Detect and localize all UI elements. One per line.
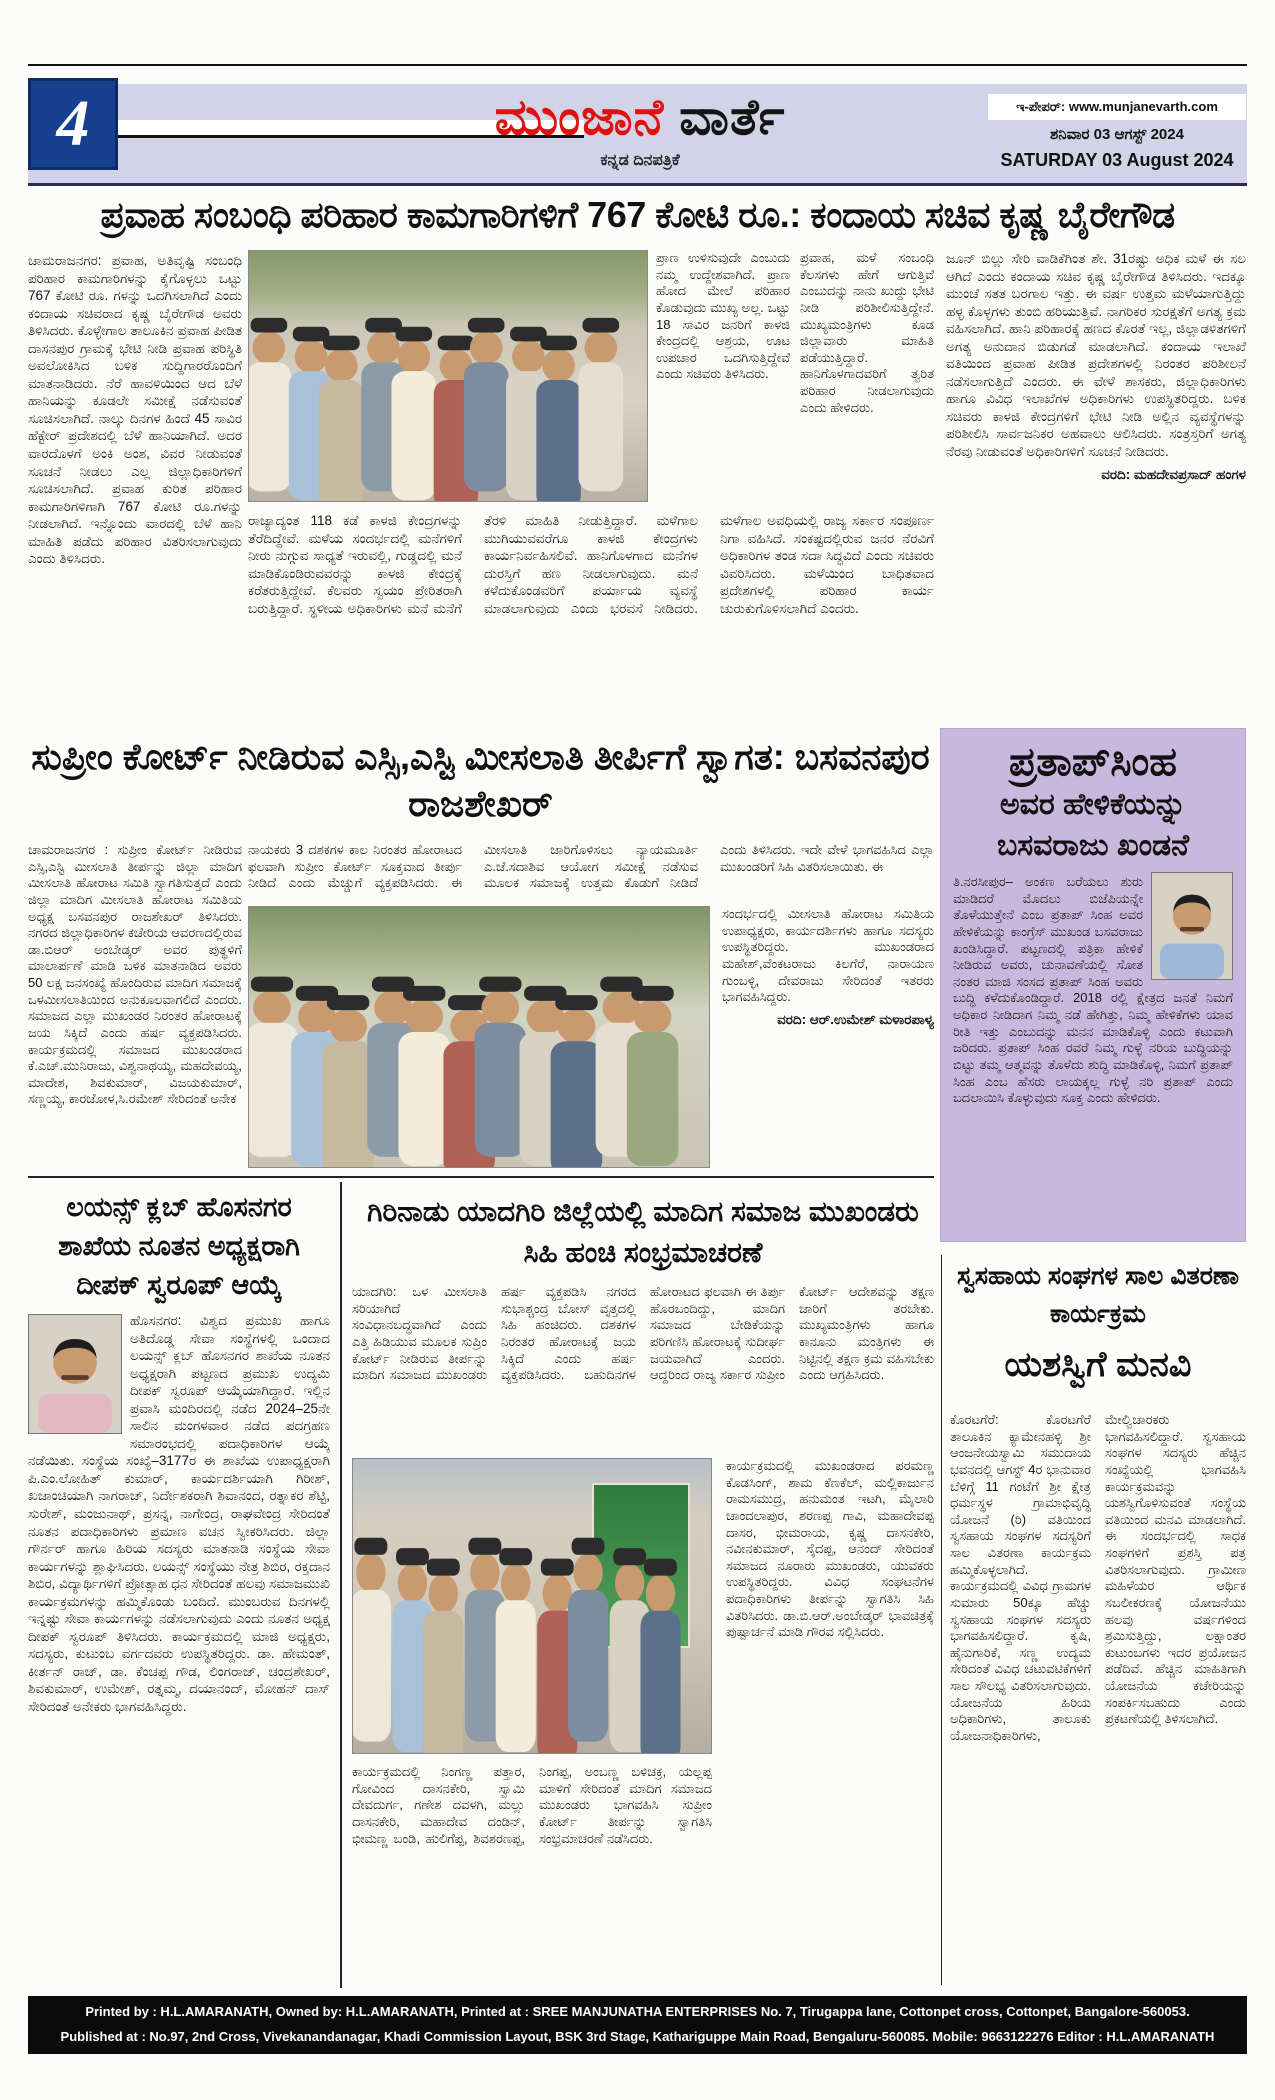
footer-line-1: Printed by : H.L.AMARANATH, Owned by: H.L.AMARANATH, Printed at : SREE MANJUNATHA ENTERPRISES No. 7, Tirugappa lane, Cottonpet cross, Cottonpet, Bangalore-560053. <box>85 2004 1190 2020</box>
top-rule <box>28 64 1247 66</box>
article1-column-1: ಚಾಮರಾಜನಗರ: ಪ್ರವಾಹ, ಅತಿವೃಷ್ಟಿ ಸಂಬಂಧಿ ಪರಿಹಾರ ಕಾಮಗಾರಿಗಳನ್ನು ಕೈಗೊಳ್ಳಲು ಒಟ್ಟು 767 ಕೋಟಿ ರೂ. ಗಳನ್ನು ಒದಗಿಸಲಾಗಿದೆ ಎಂದು ಕಂದಾಯ ಸಚಿವರಾದ ಕೃಷ್ಣ ಬೈರೇಗೌಡ ಅವರು ತಿಳಿಸಿದರು. ಕೊಳ್ಳೇಗಾಲ ತಾಲೂಕಿನ ಪ್ರವಾಹ ಪೀಡಿತ ದಾಸನಪುರ ಗ್ರಾಮಕ್ಕೆ ಭೇಟಿ ನೀಡಿ ಪ್ರವಾಹ ಪರಿಸ್ಥಿತಿ ಅವಲೋಕಿಸಿದ ಬಳಿಕ ಸುದ್ದಿಗಾರರೊಂದಿಗೆ ಮಾತನಾಡಿದರು. ನೆರೆ ಹಾವಳಿಯಿಂದ ಆದ ಬೆಳೆ ಹಾನಿಯನ್ನು ಕೂಡಲೇ ಸಮೀಕ್ಷೆ ನಡೆಸುವಂತೆ ಸೂಚಿಸಲಾಗಿದೆ. ನಾಲ್ಕು ದಿನಗಳ ಹಿಂದೆ 45 ಸಾವಿರ ಹೆಕ್ಟೇರ್ ಪ್ರದೇಶದಲ್ಲಿ ಬೆಳೆ ಹಾನಿಯಾಗಿದೆ. ಅದರ ವಾರದೊಳಗೆ ಅಂಕಿ ಅಂಶ, ವಿವರ ನೀಡುವಂತೆ ಸೂಚನೆ ನೀಡಲು ಎಲ್ಲ ಜಿಲ್ಲಾಧಿಕಾರಿಗಳಿಗೆ ಸೂಚಿಸಲಾಗಿದೆ. ಪ್ರವಾಹ ಕುರಿತ ಪರಿಹಾರ ಕಾಮಗಾರಿಗಳಿಗಾಗಿ 767 ಕೋಟಿ ರೂ.ಗಳನ್ನು ನೀಡಲಾಗಿದೆ. ಇನ್ನೊಂದು ವಾರದಲ್ಲಿ ಬೆಳೆ ಹಾನಿ ಮಾಹಿತಿ ಪಡೆದು ಪರಿಹಾರ ವಿತರಿಸಲಾಗುವುದು ಎಂದು ತಿಳಿಸಿದರು. <box>28 253 242 567</box>
article4-body: ಹೊಸನಗರ: ವಿಶ್ವದ ಪ್ರಮುಖ ಹಾಗೂ ಅತಿದೊಡ್ಡ ಸೇವಾ ಸಂಸ್ಥೆಗಳಲ್ಲಿ ಒಂದಾದ ಲಯನ್ಸ್ ಕ್ಲಬ್ ಹೊಸನಗರ ಶಾಖೆಯ ನೂತನ ಅಧ್ಯಕ್ಷರಾಗಿ ಪಟ್ಟಣದ ಪ್ರಮುಖ ಉದ್ಯಮಿ ದೀಪಕ್ ಸ್ವರೂಪ್ ಆಯ್ಕೆಯಾಗಿದ್ದಾರೆ. ಇಲ್ಲಿನ ಪ್ರವಾಸಿ ಮಂದಿರದಲ್ಲಿ ನಡೆದ 2024–25ನೇ ಸಾಲಿನ ಮಂಗಳವಾರ ನಡೆದ ಪದಗ್ರಹಣ ಸಮಾರಂಭದಲ್ಲಿ ಪದಾಧಿಕಾರಿಗಳ ಆಯ್ಕೆ ನಡೆಯಿತು. ಸಂಸ್ಥೆಯ ಸಂಖ್ಯೆ–3177ರ ಈ ಶಾಖೆಯ ಉಪಾಧ್ಯಕ್ಷರಾಗಿ ಪಿ.ಎಂ.ಲೋಹಿತ್ ಕುಮಾರ್, ಕಾರ್ಯದರ್ಶಿಯಾಗಿ ಗಿರೀಶ್, ಖಜಾಂಚಿಯಾಗಿ ನಾಗರಾಜ್, ನಿರ್ದೇಶಕರಾಗಿ ಶಿವಾನಂದ, ರತ್ನಾಕರ ಶೆಟ್ಟಿ, ಸುರೇಶ್, ಮಂಜುನಾಥ್, ಪ್ರಸನ್ನ, ನಾಗೇಂದ್ರ, ರಾಘವೇಂದ್ರ ಸೇರಿದಂತೆ ನೂತನ ಪದಾಧಿಕಾರಿಗಳು ಪ್ರಮಾಣ ವಚನ ಸ್ವೀಕರಿಸಿದರು. ಜಿಲ್ಲಾ ಗೌರ್ನರ್ ಹಾಗೂ ಹಿರಿಯ ಸದಸ್ಯರು ಮಾತನಾಡಿ ಸಂಸ್ಥೆಯ ಸೇವಾ ಕಾರ್ಯಗಳನ್ನು ಶ್ಲಾಘಿಸಿದರು. ಲಯನ್ಸ್ ಸಂಸ್ಥೆಯು ನೇತ್ರ ಶಿಬಿರ, ರಕ್ತದಾನ ಶಿಬಿರ, ವಿದ್ಯಾರ್ಥಿಗಳಿಗೆ ಪ್ರೋತ್ಸಾಹ ಧನ ಸೇರಿದಂತೆ ಹಲವು ಸಮಾಜಮುಖಿ ಕಾರ್ಯಕ್ರಮಗಳನ್ನು ಹಮ್ಮಿಕೊಂಡು ಬಂದಿದೆ. ಮುಂಬರುವ ದಿನಗಳಲ್ಲಿ ಇನ್ನಷ್ಟು ಸೇವಾ ಕಾರ್ಯಗಳನ್ನು ನಡೆಸಲಾಗುವುದು ಎಂದು ನೂತನ ಅಧ್ಯಕ್ಷ ದೀಪಕ್ ಸ್ವರೂಪ್ ತಿಳಿಸಿದರು. ಕಾರ್ಯಕ್ರಮದಲ್ಲಿ ಮಾಜಿ ಅಧ್ಯಕ್ಷರು, ಸದಸ್ಯರು, ಕುಟುಂಬ ವರ್ಗದವರು ಉಪಸ್ಥಿತರಿದ್ದರು. ಡಾ. ಹೇಮಂತ್, ಕೀರ್ತನ್ ರಾಜ್, ಡಾ. ಕೆಂಚಪ್ಪ ಗೌಡ, ಲಿಂಗರಾಜ್, ಚಂದ್ರಶೇಖರ್, ಶಿವಕುಮಾರ್, ಉಮೇಶ್, ರತ್ನಮ್ಮ, ದಯಾನಂದ್, ಮೋಹನ್ ದಾಸ್ ಸೇರಿದಂತೆ ಅನೇಕರು ಭಾಗವಹಿಸಿದ್ದರು. <box>28 1313 330 1715</box>
article2-column-right <box>722 906 934 1168</box>
article3-box <box>940 728 1246 1242</box>
footer-imprint <box>28 1996 1247 2054</box>
page-number: 4 <box>56 87 90 160</box>
article3-headline-line3: ಬಸವರಾಜು ಖಂಡನೆ <box>996 828 1190 862</box>
masthead-black: ವಾರ್ತೆ <box>679 89 786 145</box>
masthead-subtitle: ಕನ್ನಡ ದಿನಪತ್ರಿಕೆ <box>600 152 680 169</box>
article5-photo <box>352 1458 712 1754</box>
article3-headline-line1: ಪ್ರತಾಪ್‌ಸಿಂಹ <box>1009 740 1177 784</box>
article1-column-right <box>946 250 1246 726</box>
date-english: SATURDAY 03 August 2024 <box>1000 150 1234 170</box>
article5-column-right: ಕಾರ್ಯಕ್ರಮದಲ್ಲಿ ಮುಖಂಡರಾದ ಪರಮಣ್ಣ ಕೊಡಸಿಂಗ್, ಶಾಮ ಕೆಣಕೆಲ್, ಮಲ್ಲಿಕಾರ್ಜುನ ರಾಮಸಮುದ್ರ, ಹನುಮಂತ ಇಟಗಿ, ಮೈಲಾರಿ ಚಾಂದಲಾಪುರ, ಶರಣಪ್ಪ ಗಾವಿ, ಮಹಾದೇವಪ್ಪ ದಾಸರ, ಭೀಮರಾಯ, ಕೃಷ್ಣ ದಾಸನಕೇರಿ, ನವೀನಕುಮಾರ್, ಸೈದಪ್ಪ, ಆನಂದ್ ಸೇರಿದಂತೆ ಸಮಾಜದ ನೂರಾರು ಮುಖಂಡರು, ಯುವಕರು ಉಪಸ್ಥಿತರಿದ್ದರು. ವಿವಿಧ ಸಂಘಟನೆಗಳ ಪದಾಧಿಕಾರಿಗಳು ತೀರ್ಪನ್ನು ಸ್ವಾಗತಿಸಿ ಸಿಹಿ ವಿತರಿಸಿದರು. ಡಾ.ಬಿ.ಆರ್.ಅಂಬೇಡ್ಕರ್ ಭಾವಚಿತ್ರಕ್ಕೆ ಪುಷ್ಪಾರ್ಚನೆ ಮಾಡಿ ಗೌರವ ಸಲ್ಲಿಸಿದರು. <box>726 1458 934 1640</box>
article5-body-top: ಯಾದಗಿರಿ: ಒಳ ಮೀಸಲಾತಿ ಸರಿಯಾಗಿದೆ ಸಂವಿಧಾನಬದ್ಧವಾಗಿದೆ ಎಂದು ಎತ್ತಿ ಹಿಡಿಯುವ ಮೂಲಕ ಸುಪ್ರಿಂ ಕೋರ್ಟ್ ನೀಡಿರುವ ತೀರ್ಪನ್ನು ಮಾದಿಗ ಸಮಾಜದ ಮುಖಂಡರು ಹರ್ಷ ವ್ಯಕ್ತಪಡಿಸಿ ನಗರದ ಸುಭಾಶ್ಚಂದ್ರ ಬೋಸ್ ವೃತ್ತದಲ್ಲಿ ಸಿಹಿ ಹಂಚಿದರು. ದಶಕಗಳ ನಿರಂತರ ಹೋರಾಟಕ್ಕೆ ಜಯ ಸಿಕ್ಕಿದೆ ಎಂದು ಹರ್ಷ ವ್ಯಕ್ತಪಡಿಸಿದರು. ಬಹುದಿನಗಳ ಹೋರಾಟದ ಫಲವಾಗಿ ಈ ತಿರ್ಪು ಹೊರಬಂದಿದ್ದು, ಮಾದಿಗ ಸಮಾಜದ ಬೇಡಿಕೆಯನ್ನು ಪರಿಗಣಿಸಿ ಹೋರಾಟಕ್ಕೆ ಸುದೀರ್ಘ ಜಯವಾಗಿದೆ ಎಂದರು. ಆದ್ದರಿಂದ ರಾಜ್ಯ ಸರ್ಕಾರ ಸುಪ್ರೀಂ ಕೋರ್ಟ್ ಆದೇಶವನ್ನು ತಕ್ಷಣ ಜಾರಿಗೆ ತರಬೇಕು. ಮುಖ್ಯಮಂತ್ರಿಗಳು ಹಾಗೂ ಕಾನೂನು ಮಂತ್ರಿಗಳು ಈ ನಿಟ್ಟಿನಲ್ಲಿ ತಕ್ಷಣ ಕ್ರಮ ವಹಿಸಬೇಕು ಎಂದು ಆಗ್ರಹಿಸಿದರು. <box>352 1284 934 1383</box>
article2-credit: ವರದಿ: ಆರ್.ಉಮೇಶ್ ಮಳಾರಪಾಳ್ಯ <box>777 1011 934 1027</box>
footer-line-2: Published at : No.97, 2nd Cross, Vivekanandanagar, Khadi Commission Layout, BSK 3rd Stage, Kathariguppe Main Road, Bengaluru-560085. Mobile: 9663122276 Editor : H.L.AMARANATH <box>60 2029 1215 2044</box>
article6-headline-main: ಯಶಸ್ವಿಗೆ ಮನವಿ <box>1004 1345 1192 1384</box>
masthead-red: ಮುಂಜಾನೆ <box>494 89 665 145</box>
date-kannada: ಶನಿವಾರ 03 ಆಗಸ್ಟ್ 2024 <box>1050 126 1184 143</box>
article4-portrait-photo <box>28 1314 122 1434</box>
article1-photo <box>248 250 648 502</box>
page-number-box <box>28 78 118 170</box>
article2-intro: ನಾಯಕರು 3 ದಶಕಗಳ ಕಾಲ ನಿರಂತರ ಹೋರಾಟದ ಫಲವಾಗಿ ಸುಪ್ರೀಂ ಕೋರ್ಟ್ ಸೂಕ್ತವಾದ ತೀರ್ಪು ನೀಡಿದೆ ಎಂದು ಮೆಚ್ಚುಗೆ ವ್ಯಕ್ತಪಡಿಸಿದರು. ಈ ಮೀಸಲಾತಿ ಜಾರಿಗೊಳಿಸಲು ನ್ಯಾಯಮೂರ್ತಿ ಎ.ಜೆ.ಸದಾಶಿವ ಆಯೋಗ ಸಮೀಕ್ಷೆ ನಡೆಸುವ ಮೂಲಕ ಸಮಾಜಕ್ಕೆ ಉತ್ತಮ ಕೊಡುಗೆ ನೀಡಿದೆ ಎಂದು ತಿಳಿಸಿದರು. ಇದೇ ವೇಳೆ ಭಾಗವಹಿಸಿದ ಎಲ್ಲಾ ಮುಖಂಡರಿಗೆ ಸಿಹಿ ವಿತರಿಸಲಾಯಿತು. ಈ <box>248 842 934 891</box>
article1-column-mid-b: ಪ್ರವಾಹ, ಮಳೆ ಸಂಬಂಧಿ ಕೆಲಸಗಳು ಹೇಗೆ ಆಗುತ್ತಿವೆ ಎಂಬುದನ್ನು ನಾನು ಖುದ್ದು ಭೇಟಿ ನೀಡಿ ಪರಿಶೀಲಿಸುತ್ತಿದ್ದೇನೆ. ಮುಖ್ಯಮಂತ್ರಿಗಳು ಕೂಡ ಜಿಲ್ಲಾವಾರು ಮಾಹಿತಿ ಪಡೆಯುತ್ತಿದ್ದಾರೆ. ಹಾನಿಗೊಳಗಾದವರಿಗೆ ತ್ವರಿತ ಪರಿಹಾರ ನೀಡಲಾಗುವುದು ಎಂದು ಹೇಳಿದರು. <box>800 250 934 415</box>
article2-column-1: ಚಾಮರಾಜನಗರ : ಸುಪ್ರೀಂ ಕೋರ್ಟ್ ನೀಡಿರುವ ಎಸ್ಸಿ,ಎಸ್ಟಿ ಮೀಸಲಾತಿ ತೀರ್ಪನ್ನು ಜಿಲ್ಲಾ ಮಾದಿಗ ಮೀಸಲಾತಿ ಹೋರಾಟ ಸಮಿತಿ ಸ್ವಾಗತಿಸುತ್ತದೆ ಎಂದು ಜಿಲ್ಲಾ ಮಾದಿಗ ಮೀಸಲಾತಿ ಹೋರಾಟ ಸಮಿತಿಯ ಅಧ್ಯಕ್ಷ ಬಸವನಪುರ ರಾಜಶೇಖರ್ ತಿಳಿಸಿದರು. ನಗರದ ಜಿಲ್ಲಾಧಿಕಾರಿಗಳ ಕಚೇರಿಯ ಆವರಣದಲ್ಲಿರುವ ಡಾ.ಬಿಆರ್ ಅಂಬೇಡ್ಕರ್ ಅವರ ಪುತ್ಥಳಿಗೆ ಮಾಲಾರ್ಪಣೆ ಮಾಡಿ ಬಳಿಕ ಮಾತನಾಡಿದ ಅವರು 50 ಲಕ್ಷ ಜನಸಂಖ್ಯೆ ಹೊಂದಿರುವ ಮಾದಿಗ ಸಮಾಜಕ್ಕೆ ಒಳಮೀಸಲಾತಿಯಿಂದ ಅನುಕೂಲವಾಗಲಿದೆ ಎಂದರು. ಸಮಾಜದ ಎಲ್ಲಾ ಮುಖಂಡರ ನಿರಂತರ ಹೋರಾಟಕ್ಕೆ ಜಯ ಸಿಕ್ಕಿದೆ ಎಂದು ಹರ್ಷ ವ್ಯಕ್ತಪಡಿಸಿದರು. ಕಾರ್ಯಕ್ರಮದಲ್ಲಿ ಸಮಾಜದ ಮುಖಂಡರಾದ ಕೆ.ಎಚ್.ಮುನಿರಾಜು, ವಿಶ್ವನಾಥಯ್ಯ, ಮಹದೇವಯ್ಯ, ಮಾದೇಶ, ಶಿವಕುಮಾರ್, ವಿಜಯಕುಮಾರ್, ಸಣ್ಣಯ್ಯ, ಕಾರಜೋಳ,ಸಿ.ರಮೇಶ್ ಸೇರಿದಂತೆ ಅನೇಕ <box>28 842 242 1107</box>
article4-body-wrap <box>28 1312 330 1984</box>
article2-column-right-text: ಸಂದರ್ಭದಲ್ಲಿ ಮೀಸಲಾತಿ ಹೋರಾಟ ಸಮಿತಿಯ ಉಪಾಧ್ಯಕ್ಷರು, ಕಾರ್ಯದರ್ಶಿಗಳು ಹಾಗೂ ಸದಸ್ಯರು ಉಪಸ್ಥಿತರಿದ್ದರು. ಮುಖಂಡರಾದ ಮಹೇಶ್,ವೆಂಕಟರಾಜು ಕಿಲಗೆರೆ, ನಾರಾಯಣ ಗುಂಬಳ್ಳಿ, ದೇವರಾಜು ಸೇರಿದಂತೆ ಇತರರು ಭಾಗವಹಿಸಿದ್ದರು. <box>722 906 934 1005</box>
article2-headline: ಸುಪ್ರೀಂ ಕೋರ್ಟ್ ನೀಡಿರುವ ಎಸ್ಸಿ,ಎಸ್ಟಿ ಮೀಸಲಾತಿ ತೀರ್ಪಿಗೆ ಸ್ವಾಗತ: ಬಸವನಪುರ ರಾಜಶೇಖರ್ <box>31 736 930 824</box>
article3-portrait-photo <box>1151 872 1233 980</box>
article6-headline-top: ಸ್ವಸಹಾಯ ಸಂಘಗಳ ಸಾಲ ವಿತರಣಾ ಕಾರ್ಯಕ್ರಮ <box>957 1262 1239 1328</box>
article1-headline: ಪ್ರವಾಹ ಸಂಬಂಧಿ ಪರಿಹಾರ ಕಾಮಗಾರಿಗಳಿಗೆ 767 ಕೋಟಿ ರೂ.: ಕಂದಾಯ ಸಚಿವ ಕೃಷ್ಣ ಬೈರೇಗೌಡ <box>100 194 1175 235</box>
section-divider-horizontal <box>28 1176 934 1178</box>
article5-below-photo: ಕಾರ್ಯಕ್ರಮದಲ್ಲಿ ನಿಂಗಣ್ಣ ಪತ್ತಾರ, ಗೋವಿಂದ ದಾಸನಕೇರಿ, ಸ್ವಾಮಿ ದೇವದುರ್ಗ, ಗಣೇಶ ದವಳಗಿ, ಮಲ್ಲು ದಾಸನಕೇರಿ, ಮಹಾದೇವ ದಂಡಿನ್, ಭೀಮಣ್ಣ ಬಂಡಿ, ಹುಲಿಗೆಪ್ಪ, ಶಿವಶರಣಪ್ಪ, ನಿಂಗಪ್ಪ, ಅಂಬಣ್ಣ ಬಳಿಚಕ್ರ, ಯಲ್ಲಪ್ಪ ಮಾಳಿಗೆ ಸೇರಿದಂತೆ ಮಾದಿಗ ಸಮಾಜದ ಮುಖಂಡರು ಭಾಗವಹಿಸಿ ಸುಪ್ರೀಂ ಕೋರ್ಟ್ ತೀರ್ಪನ್ನು ಸ್ವಾಗತಿಸಿ ಸಂಭ್ರಮಾಚರಣೆ ನಡೆಸಿದರು. <box>352 1764 712 1846</box>
article4-headline: ಲಯನ್ಸ್ ಕ್ಲಬ್ ಹೊಸನಗರ ಶಾಖೆಯ ನೂತನ ಅಧ್ಯಕ್ಷರಾಗಿ ದೀಪಕ್ ಸ್ವರೂಪ್ ಆಯ್ಕೆ <box>58 1192 300 1301</box>
epaper-url: ಇ-ಪೇಪರ್: www.munjanevarth.com <box>988 94 1246 120</box>
article1-credit: ವರದಿ: ಮಹದೇವಪ್ರಸಾದ್ ಹಂಗಳ <box>1101 466 1246 482</box>
article1-column-right-text: ಜೂನ್ ಬಿಲ್ಲು ಸೇರಿ ವಾಡಿಕೆಗಿಂತ ಶೇ. 31ರಷ್ಟು ಅಧಿಕ ಮಳೆ ಈ ಸಲ ಆಗಿದೆ ಎಂದು ಕಂದಾಯ ಸಚಿವ ಕೃಷ್ಣ ಬೈರೇಗೌಡ ತಿಳಿಸಿದರು. ಇದಕ್ಕೂ ಮುಂಚೆ ಸತತ ಬರಗಾಲ ಇತ್ತು. ಈ ವರ್ಷ ಉತ್ತಮ ಮಳೆಯಾಗುತ್ತಿದ್ದು ಹಳ್ಳ ಕೊಳ್ಳಗಳು ತುಂಬಿ ಹರಿಯುತ್ತಿವೆ. ನಾಗರಿಕರ ಸುರಕ್ಷತೆಗೆ ಅಗತ್ಯ ಕ್ರಮ ವಹಿಸಲಾಗಿದೆ. ಹಾನಿ ಪರಿಹಾರಕ್ಕೆ ಹಣದ ಕೊರತೆ ಇಲ್ಲ, ಜಿಲ್ಲಾಡಳಿತಗಳಿಗೆ ಅಗತ್ಯ ಅನುದಾನ ಬಿಡುಗಡೆ ಮಾಡಲಾಗಿದೆ. ಕಂದಾಯ ಇಲಾಖೆ ವತಿಯಿಂದ ಪ್ರವಾಹ ಪೀಡಿತ ಪ್ರದೇಶಗಳಲ್ಲಿ ನಿರಂತರ ಪರಿಶೀಲನೆ ನಡೆಸಲಾಗುತ್ತಿದೆ ಎಂದರು. ಈ ವೇಳೆ ಶಾಸಕರು, ಜಿಲ್ಲಾಧಿಕಾರಿಗಳು ಹಾಗೂ ವಿವಿಧ ಇಲಾಖೆಗಳ ಅಧಿಕಾರಿಗಳು ಉಪಸ್ಥಿತರಿದ್ದರು. ಬಳಿಕ ಸಚಿವರು ಕಾಳಜಿ ಕೇಂದ್ರಗಳಿಗೆ ಭೇಟಿ ನೀಡಿ ಅಲ್ಲಿನ ವ್ಯವಸ್ಥೆಗಳನ್ನು ಪರಿಶೀಲಿಸಿ ಸಾರ್ವಜನಿಕರ ಅಹವಾಲು ಆಲಿಸಿದರು. ಸಂತ್ರಸ್ತರಿಗೆ ಅಗತ್ಯ ನೆರವು ನೀಡುವಂತೆ ಅಧಿಕಾರಿಗಳಿಗೆ ಸೂಚನೆ ನೀಡಿದರು. <box>946 251 1246 460</box>
article6-body: ಕೊರಟಗೆರೆ: ಕೊರಟಗೆರೆ ತಾಲೂಕಿನ ಕ್ಯಾಮೇನಹಳ್ಳಿ ಶ್ರೀ ಆಂಜನೇಯಸ್ವಾಮಿ ಸಮುದಾಯ ಭವನದಲ್ಲಿ ಆಗಸ್ಟ್ 4ರ ಭಾನುವಾರ ಬೆಳಿಗ್ಗೆ 11 ಗಂಟೆಗೆ ಶ್ರೀ ಕ್ಷೇತ್ರ ಧರ್ಮಸ್ಥಳ ಗ್ರಾಮಾಭಿವೃದ್ಧಿ ಯೋಜನೆ (ರಿ) ವತಿಯಿಂದ ಸ್ವಸಹಾಯ ಸಂಘಗಳ ಸದಸ್ಯರಿಗೆ ಸಾಲ ವಿತರಣಾ ಕಾರ್ಯಕ್ರಮ ಹಮ್ಮಿಕೊಳ್ಳಲಾಗಿದೆ. ಕಾರ್ಯಕ್ರಮದಲ್ಲಿ ವಿವಿಧ ಗ್ರಾಮಗಳ ಸುಮಾರು 50ಕ್ಕೂ ಹೆಚ್ಚು ಸ್ವಸಹಾಯ ಸಂಘಗಳ ಸದಸ್ಯರು ಭಾಗವಹಿಸಲಿದ್ದಾರೆ. ಕೃಷಿ, ಹೈನುಗಾರಿಕೆ, ಸಣ್ಣ ಉದ್ಯಮ ಸೇರಿದಂತೆ ವಿವಿಧ ಚಟುವಟಿಕೆಗಳಿಗೆ ಸಾಲ ಸೌಲಭ್ಯ ವಿತರಿಸಲಾಗುವುದು. ಯೋಜನೆಯ ಹಿರಿಯ ಅಧಿಕಾರಿಗಳು, ತಾಲೂಕು ಯೋಜನಾಧಿಕಾರಿಗಳು, ಮೇಲ್ವಿಚಾರಕರು ಭಾಗವಹಿಸಲಿದ್ದಾರೆ. ಸ್ವಸಹಾಯ ಸಂಘಗಳ ಸದಸ್ಯರು ಹೆಚ್ಚಿನ ಸಂಖ್ಯೆಯಲ್ಲಿ ಭಾಗವಹಿಸಿ ಕಾರ್ಯಕ್ರಮವನ್ನು ಯಶಸ್ವಿಗೊಳಿಸುವಂತೆ ಸಂಸ್ಥೆಯ ವತಿಯಿಂದ ಮನವಿ ಮಾಡಲಾಗಿದೆ. ಈ ಸಂದರ್ಭದಲ್ಲಿ ಸಾಧಕ ಸಂಘಗಳಿಗೆ ಪ್ರಶಸ್ತಿ ಪತ್ರ ವಿತರಿಸಲಾಗುವುದು. ಗ್ರಾಮೀಣ ಮಹಿಳೆಯರ ಆರ್ಥಿಕ ಸಬಲೀಕರಣಕ್ಕೆ ಯೋಜನೆಯು ಹಲವು ವರ್ಷಗಳಿಂದ ಶ್ರಮಿಸುತ್ತಿದ್ದು, ಲಕ್ಷಾಂತರ ಕುಟುಂಬಗಳು ಇದರ ಪ್ರಯೋಜನ ಪಡೆದಿವೆ. ಹೆಚ್ಚಿನ ಮಾಹಿತಿಗಾಗಿ ಯೋಜನೆಯ ಕಚೇರಿಯನ್ನು ಸಂಪರ್ಕಿಸಬಹುದು ಎಂದು ಪ್ರಕಟಣೆಯಲ್ಲಿ ತಿಳಿಸಲಾಗಿದೆ. <box>950 1412 1246 1743</box>
article2-photo <box>248 906 710 1168</box>
article3-body: ತಿ.ನರಸೀಪುರ– ಅಂಕಣ ಬರೆಯಲು ಶುರು ಮಾಡಿದರೆ ಮೊದಲು ಬಿಜೆಪಿಯನ್ನೇ ತೊಳೆಯುತ್ತೇನೆ ಎಂಬ ಪ್ರತಾಪ್ ಸಿಂಹ ಅವರ ಹೇಳಿಕೆಯನ್ನು ಕಾಂಗ್ರೆಸ್ ಮುಖಂಡ ಬಸವರಾಜು ಖಂಡಿಸಿದ್ದಾರೆ. ಪಟ್ಟಣದಲ್ಲಿ ಪತ್ರಿಕಾ ಹೇಳಿಕೆ ನೀಡಿರುವ ಅವರು, ಚುನಾವಣೆಯಲ್ಲಿ ಸೋತ ನಂತರ ಮಾಜಿ ಸಂಸದ ಪ್ರತಾಪ್ ಸಿಂಹ ಅವರು ಬುದ್ಧಿ ಕಳೆದುಕೊಂಡಿದ್ದಾರೆ. 2018 ರಲ್ಲಿ ಕ್ಷೇತ್ರದ ಜನತೆ ನಿಮಗೆ ಅಧಿಕಾರ ನೀಡಿದಾಗ ನಿಮ್ಮ ನಡೆ ಹೇಗಿತ್ತು, ನಿಮ್ಮ ಹೇಳಿಕೆಗಳು ಯಾವ ರೀತಿ ಇತ್ತು ಎಂಬುದನ್ನು ಮನನ ಮಾಡಿಕೊಳ್ಳಿ ಎಂದು ಕಟುವಾಗಿ ಜರಿದರು. ಪ್ರತಾಪ್ ಸಿಂಹ ರವರೆ ನಿಮ್ಮ ಗುಳ್ಳೆ ನರಿಯ ಬುದ್ಧಿಯನ್ನು ಬಿಟ್ಟು ತಮ್ಮ ಆತ್ಮವನ್ನು ತೊಳೆದು ಶುದ್ಧಿ ಮಾಡಿಕೊಳ್ಳಿ, ನಿಮಗೆ ಪ್ರತಾಪ್ ಸಿಂಹ ಎಂಬ ಹೆಸರು ಲಾಯಕ್ಕಲ್ಲ ಗುಳ್ಳೆ ನರಿ ಪ್ರತಾಪ್ ಎಂದು ಬದಲಾಯಿಸಿ ಕೊಳ್ಳುವುದು ಸೂಕ್ತ ಎಂದು ಹೇಳಿದರು. <box>953 874 1233 1106</box>
article5-headline: ಗಿರಿನಾಡು ಯಾದಗಿರಿ ಜಿಲ್ಲೆಯಲ್ಲಿ ಮಾದಿಗ ಸಮಾಜ ಮುಖಂಡರು ಸಿಹಿ ಹಂಚಿ ಸಂಭ್ರಮಾಚರಣೆ <box>367 1196 919 1268</box>
article3-headline-line2: ಅವರ ಹೇಳಿಕೆಯನ್ನು <box>999 788 1187 821</box>
section-divider-vertical-1 <box>340 1182 342 1988</box>
article1-column-bottom: ರಾಜ್ಯಾದ್ಯಂತ 118 ಕಡೆ ಕಾಳಜಿ ಕೇಂದ್ರಗಳನ್ನು ತೆರೆದಿದ್ದೇವೆ. ಮಳೆಯ ಸಂದರ್ಭದಲ್ಲಿ ಮನೆಗಳಿಗೆ ನೀರು ನುಗ್ಗುವ ಸಾಧ್ಯತೆ ಇರುವಲ್ಲಿ, ಗುಡ್ಡದಲ್ಲಿ ಮನೆ ಮಾಡಿಕೊಂಡಿರುವವರನ್ನು ಕಾಳಜಿ ಕೇಂದ್ರಕ್ಕೆ ಕರೆತರುತ್ತಿದ್ದೇವೆ. ಕೆಲವರು ಸ್ವಯಂ ಪ್ರೇರಿತರಾಗಿ ಬರುತ್ತಿದ್ದಾರೆ. ಸ್ಥಳೀಯ ಅಧಿಕಾರಿಗಳು ಮನೆ ಮನೆಗೆ ತೆರಳಿ ಮಾಹಿತಿ ನೀಡುತ್ತಿದ್ದಾರೆ. ಮಳೆಗಾಲ ಮುಗಿಯುವವರೆಗೂ ಕಾಳಜಿ ಕೇಂದ್ರಗಳು ಕಾರ್ಯನಿರ್ವಹಿಸಲಿವೆ. ಹಾನಿಗೊಳಗಾದ ಮನೆಗಳ ದುರಸ್ತಿಗೆ ಹಣ ನೀಡಲಾಗುವುದು. ಮನೆ ಕಳೆದುಕೊಂಡವರಿಗೆ ಪರ್ಯಾಯ ವ್ಯವಸ್ಥೆ ಮಾಡಲಾಗುವುದು ಎಂದು ಭರವಸೆ ನೀಡಿದರು. ಮಳೆಗಾಲ ಅವಧಿಯಲ್ಲಿ ರಾಜ್ಯ ಸರ್ಕಾರ ಸಂಪೂರ್ಣ ನಿಗಾ ವಹಿಸಿದೆ. ಸಂಕಷ್ಟದಲ್ಲಿರುವ ಜನರ ನೆರವಿಗೆ ಅಧಿಕಾರಿಗಳ ತಂಡ ಸದಾ ಸಿದ್ಧವಿದೆ ಎಂದು ಸಚಿವರು ವಿವರಿಸಿದರು. ಮಳೆಯಿಂದ ಬಾಧಿತವಾದ ಪ್ರದೇಶಗಳಲ್ಲಿ ಪರಿಹಾರ ಕಾರ್ಯ ಚುರುಕುಗೊಳಿಸಲಾಗಿದೆ ಎಂದರು. <box>248 513 934 616</box>
section-divider-vertical-2 <box>941 1255 942 1985</box>
article1-column-mid-a: ಪ್ರಾಣ ಉಳಿಸುವುದೇ ಎಂಬುದು ನಮ್ಮ ಉದ್ದೇಶವಾಗಿದೆ. ಪ್ರಾಣ ಹೋದ ಮೇಲೆ ಪರಿಹಾರ ಕೊಡುವುದು ಮುಖ್ಯ ಅಲ್ಲ. ಒಟ್ಟು 18 ಸಾವಿರ ಜನರಿಗೆ ಕಾಳಜಿ ಕೇಂದ್ರದಲ್ಲಿ ಆಶ್ರಯ, ಊಟ ಉಪಚಾರ ಒದಗಿಸುತ್ತಿದ್ದೇವೆ ಎಂದು ಸಚಿವರು ತಿಳಿಸಿದರು. <box>656 250 790 382</box>
masthead <box>330 89 950 145</box>
